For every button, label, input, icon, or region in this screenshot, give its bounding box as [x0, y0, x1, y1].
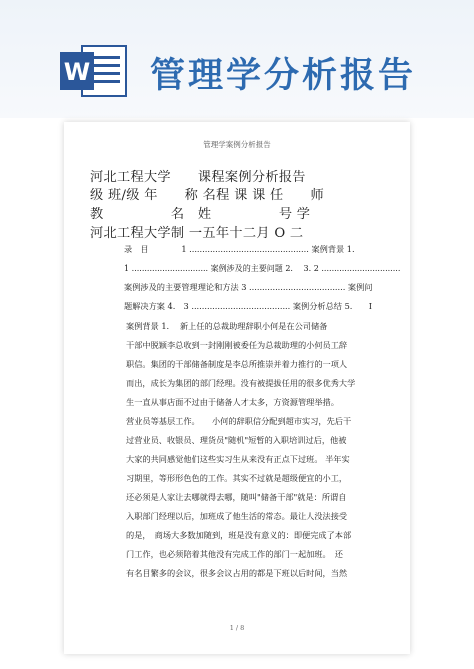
banner-title: 管理学分析报告 [150, 56, 417, 96]
word-icon-letter: W [63, 58, 91, 86]
body-line: 有名目繁多的会议，很多会议占用的都是下班以后时间，当然 [126, 568, 348, 578]
body-line: 过营业员、收银员、理货员"随机"短暂的入职培训过后，他被 [126, 435, 347, 445]
toc-line: 题解决方案 4. 3 ...................................... 案例分析总结 5. I [124, 301, 373, 311]
toc-line: 录 目 1 .............................................. 案例背景 1. [124, 244, 355, 254]
body-line: 的是， 商场大多数加随到，班是没有意义的：即便完成了本部 [126, 530, 352, 540]
toc-line: 案例涉及的主要管理理论和方法 3 ..................................... 案例问 [124, 282, 373, 292]
body-line: 大家的共同感觉他们这些实习生从来没有正点下过班。 半年实 [126, 454, 350, 464]
body-line: 还必须是人家让去哪就得去哪，随叫"储备干部"就是：所谓自 [126, 492, 347, 502]
body-line: 案例背景 1. 新上任的总裁助理辞职小何是在公司储备 [126, 321, 328, 331]
word-document-icon [60, 42, 128, 100]
body-line: 而出，成长为集团的部门经理。没有被提拔任用的很多优秀大学 [126, 378, 356, 388]
running-head: 管理学案例分析报告 [203, 140, 271, 149]
title-line: 河北工程大学 课程案例分析报告 [90, 170, 306, 185]
page-number: 1 / 8 [229, 624, 245, 632]
body-line: 营业员等基层工作。 小何的辞职信分配到超市实习，先后干 [126, 416, 352, 426]
title-line: 级 班/级 年 称 名程 课 课 任 师 [90, 188, 325, 203]
body-line: 职信。集团的干部储备制度是李总所推崇并着力推行的一项人 [126, 359, 348, 369]
body-line: 入职部门经理以后，加班成了他生活的常态。最让人没法接受 [126, 511, 348, 521]
header-banner [0, 0, 474, 118]
body-line: 生一直从事店面不过由于储备人才太多，方资源管理举措。 [126, 397, 339, 407]
body-line: 习期里，等形形色色的工作。其实不过就是超级便宜的小工， [126, 473, 348, 483]
body-line: 干部中脱颖李总收到一封刚刚被委任为总裁助理的小何员工辞 [126, 340, 348, 350]
toc-line: 1 .............................. 案例涉及的主要问题 2. 3. 2 ............................... [124, 264, 401, 273]
document-page [64, 122, 410, 654]
title-line: 教 名 姓 号 学 [90, 207, 311, 222]
title-line: 河北工程大学制 一五年十二月 O 二 [90, 226, 304, 241]
body-line: 门工作，也必须陪着其他没有完成工作的部门一起加班。 还 [126, 549, 343, 559]
